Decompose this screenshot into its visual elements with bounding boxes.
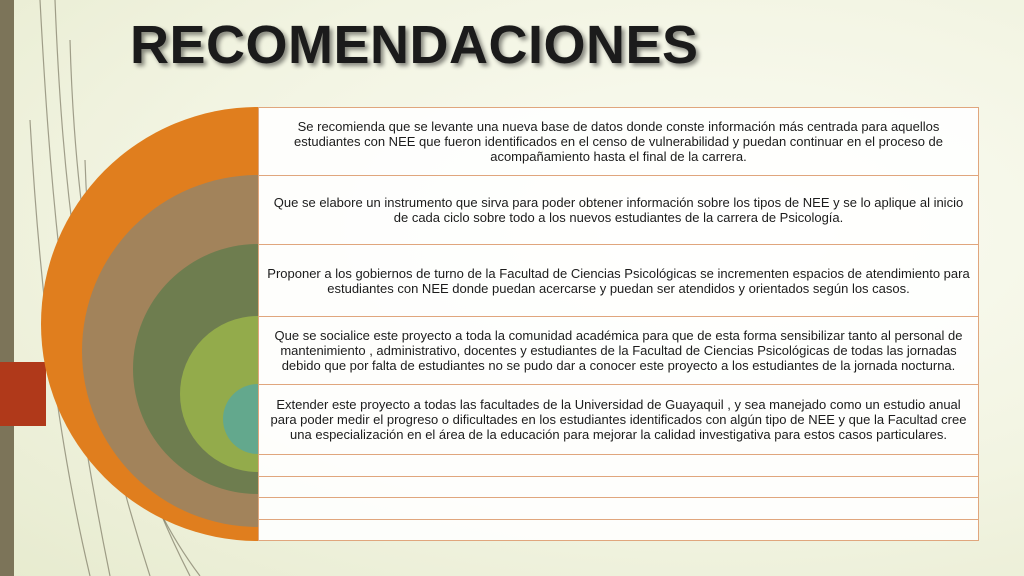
recommendation-item-1: Se recomienda que se levante una nueva base de datos donde conste información más centrada para aquellos estudiantes con NEE que fueron identificados en el censo de vulnerabilidad y puedan continuar en el proceso de acompañamiento hasta el final de la carrera. <box>258 107 979 176</box>
empty-row <box>258 476 979 498</box>
recommendation-item-2: Que se elabore un instrumento que sirva para poder obtener información sobre los tipos de NEE y se lo aplique al inicio de cada ciclo sobre todo a los nuevos estudiantes de la carrera de Psicología. <box>258 175 979 245</box>
slide-title: RECOMENDACIONES <box>130 15 699 75</box>
recommendation-item-5: Extender este proyecto a todas las facultades de la Universidad de Guayaquil , y sea manejado como un estudio anual para poder medir el progreso o dificultades en los estudiantes identificados con algún tipo de NEE y que la Facultad cree una especialización en el área de la educación para mejorar la calidad investigativa para estos casos particulares. <box>258 384 979 455</box>
empty-row <box>258 519 979 541</box>
recommendation-item-3: Proponer a los gobiernos de turno de la Facultad de Ciencias Psicológicas se incrementen espacios de atendimiento para estudiantes con NEE donde puedan acercarse y puedan ser atendidos y orientados según los casos. <box>258 244 979 317</box>
recommendations-list <box>258 107 979 541</box>
recommendation-item-4: Que se socialice este proyecto a toda la comunidad académica para que de esta forma sensibilizar tanto al personal de mantenimiento , administrativo, docentes y estudiantes de la Facultad de Ciencias Psicológicas de todas las jornadas debido que por falta de estudiantes no se pudo dar a conocer este proyecto a los estudiantes de la jornada nocturna. <box>258 316 979 385</box>
empty-row <box>258 454 979 477</box>
empty-row <box>258 497 979 520</box>
